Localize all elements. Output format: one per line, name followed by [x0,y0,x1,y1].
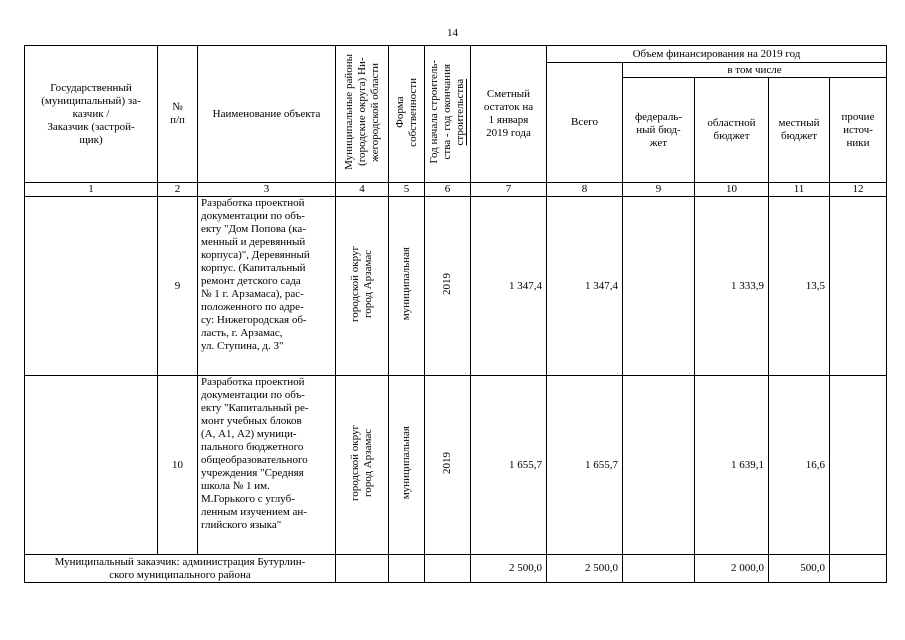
balance-value: 1 655,7 [471,376,547,555]
summary-total: 2 500,0 [547,555,623,583]
local-value: 16,6 [769,376,830,555]
row-number: 10 [158,376,198,555]
header-regional: областной бюджет [695,78,769,183]
column-number: 2 [158,183,198,197]
header-including: в том числе [623,63,887,78]
summary-regional: 2 000,0 [695,555,769,583]
district: городской округ город Арзамас [336,376,389,555]
summary-row [25,555,887,583]
balance-value: 1 347,4 [471,197,547,376]
summary-balance: 2 500,0 [471,555,547,583]
column-number: 4 [336,183,389,197]
regional-value: 1 639,1 [695,376,769,555]
customer-cell [25,376,158,555]
header-total: Всего [547,63,623,183]
table-row [25,376,887,555]
ownership: муниципальная [389,376,425,555]
construction-year: 2019 [425,197,471,376]
summary-local: 500,0 [769,555,830,583]
header-construction-years: Год начала строитель- ства - год окончания строительства [425,46,471,183]
column-number: 6 [425,183,471,197]
other-value [830,376,887,555]
header-districts: Муниципальные районы (городские округа) Ни- жегородской области [336,46,389,183]
object-name: Разработка проектной документации по объ- екту "Капитальный ре- монт учебных блоков (А, А1, А2) муници- пального бюджетного общеобразовательного учреждения "Средняя школа № 1 им. М.Горького с углуб- ленным изучением ан- глийского языка" [198,376,336,555]
column-number: 7 [471,183,547,197]
total-value: 1 655,7 [547,376,623,555]
column-number-row [25,183,887,197]
header-ownership: Форма собственности [389,46,425,183]
column-number: 11 [769,183,830,197]
column-number: 5 [389,183,425,197]
column-number: 1 [25,183,158,197]
row-number: 9 [158,197,198,376]
summary-label: Муниципальный заказчик: администрация Бутурлин- ского муниципального района [25,555,336,583]
federal-value [623,197,695,376]
column-number: 3 [198,183,336,197]
header-local: местный бюджет [769,78,830,183]
column-number: 10 [695,183,769,197]
header-federal: федераль- ный бюд- жет [623,78,695,183]
federal-value [623,376,695,555]
header-other: прочие источ- ники [830,78,887,183]
local-value: 13,5 [769,197,830,376]
header-object-name: Наименование объекта [198,46,336,183]
table-row [25,197,887,376]
header-customer: Государственный (муниципальный) за- казчик / Заказчик (застрой- щик) [25,46,158,183]
regional-value: 1 333,9 [695,197,769,376]
customer-cell [25,197,158,376]
financing-table [24,45,887,583]
ownership: муниципальная [389,197,425,376]
other-value [830,197,887,376]
column-number: 12 [830,183,887,197]
page-number: 14 [447,27,458,39]
header-financing: Объем финансирования на 2019 год [547,46,887,63]
header-number: № п/п [158,46,198,183]
total-value: 1 347,4 [547,197,623,376]
construction-year: 2019 [425,376,471,555]
district: городской округ город Арзамас [336,197,389,376]
object-name: Разработка проектной документации по объ- екту "Дом Попова (ка- менный и деревянный корпуса)", Деревянный корпус. (Капитальный ремонт детского сада № 1 г. Арзамаса), рас- положенного по адре- су: Нижегородская об- ласть, г. Арзамас, ул. Ступина, д. 3" [198,197,336,376]
header-balance: Сметный остаток на 1 января 2019 года [471,46,547,183]
column-number: 9 [623,183,695,197]
column-number: 8 [547,183,623,197]
